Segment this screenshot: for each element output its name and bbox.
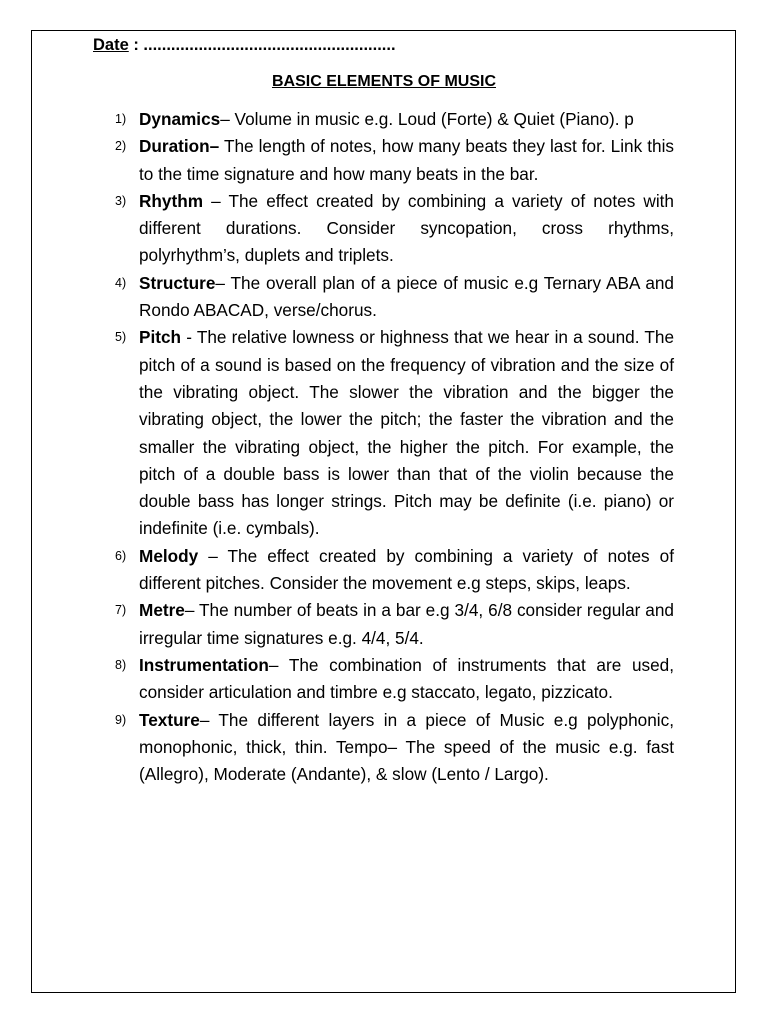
list-item [115, 597, 674, 652]
item-number: 2) [115, 139, 127, 154]
list-item [115, 324, 674, 542]
item-description: – The effect created by combining a variety of notes with different durations. Consider syncopation, cross rhythms, polyrhythm’s, duplets and triplets. [139, 190, 674, 266]
list-item [115, 652, 674, 707]
list-item [115, 270, 674, 325]
item-number: 7) [115, 603, 127, 618]
item-description: – Volume in music e.g. Loud (Forte) & Quiet (Piano). p [220, 109, 634, 129]
date-label: Date [93, 36, 129, 54]
date-line [93, 36, 396, 55]
item-number: 4) [115, 275, 127, 290]
item-description: – The combination of instruments that are used, consider articulation and timbre e.g staccato, legato, pizzicato. [139, 654, 674, 703]
list-item [115, 106, 674, 133]
item-description: - The relative lowness or highness that we hear in a sound. The pitch of a sound is based on the frequency of vibration and the size of the vibrating object. The slower the vibration and the bigger the vibrating object, the lower the pitch; the faster the vibration and the smaller the vibrating object, the higher the pitch. For example, the pitch of a double bass is lower than that of the violin because the double bass has longer strings. Pitch may be definite (i.e. piano) or indefinite (i.e. cymbals). [139, 327, 674, 539]
item-term: Instrumentation [139, 654, 269, 675]
item-term: Rhythm [139, 190, 203, 211]
list-item [115, 707, 674, 789]
item-description: – The effect created by combining a variety of notes of different pitches. Consider the movement e.g steps, skips, leaps. [139, 545, 674, 594]
item-number: 6) [115, 548, 127, 563]
item-description: – The overall plan of a piece of music e.g Ternary ABA and Rondo ABACAD, verse/chorus. [139, 272, 674, 321]
item-number: 3) [115, 193, 127, 208]
item-term: Metre [139, 600, 185, 621]
list-item [115, 133, 674, 188]
item-number: 8) [115, 657, 127, 672]
item-term: Structure [139, 272, 216, 293]
list-item [115, 543, 674, 598]
item-term: Pitch [139, 327, 182, 348]
item-description: – The number of beats in a bar e.g 3/4, 6/8 consider regular and irregular time signatures e.g. 4/4, 5/4. [139, 600, 674, 648]
elements-list [115, 106, 674, 788]
item-description: The length of notes, how many beats they last for. Link this to the time signature and how many beats in the bar. [139, 136, 674, 184]
item-number: 5) [115, 330, 127, 345]
list-item [115, 188, 674, 270]
item-description: – The different layers in a piece of Music e.g polyphonic, monophonic, thick, thin. Tempo– The speed of the music e.g. fast (Allegro), Moderate (Andante), & slow (Lento / Largo). [139, 709, 674, 785]
item-term: Dynamics [139, 109, 221, 129]
document-title: BASIC ELEMENTS OF MUSIC [271, 73, 496, 90]
item-term: Duration– [139, 136, 220, 157]
item-number: 1) [115, 112, 127, 126]
item-term: Melody [139, 545, 199, 566]
item-term: Texture [139, 709, 200, 730]
date-fill-line: : ....................................................... [128, 36, 396, 54]
item-number: 9) [115, 712, 127, 727]
